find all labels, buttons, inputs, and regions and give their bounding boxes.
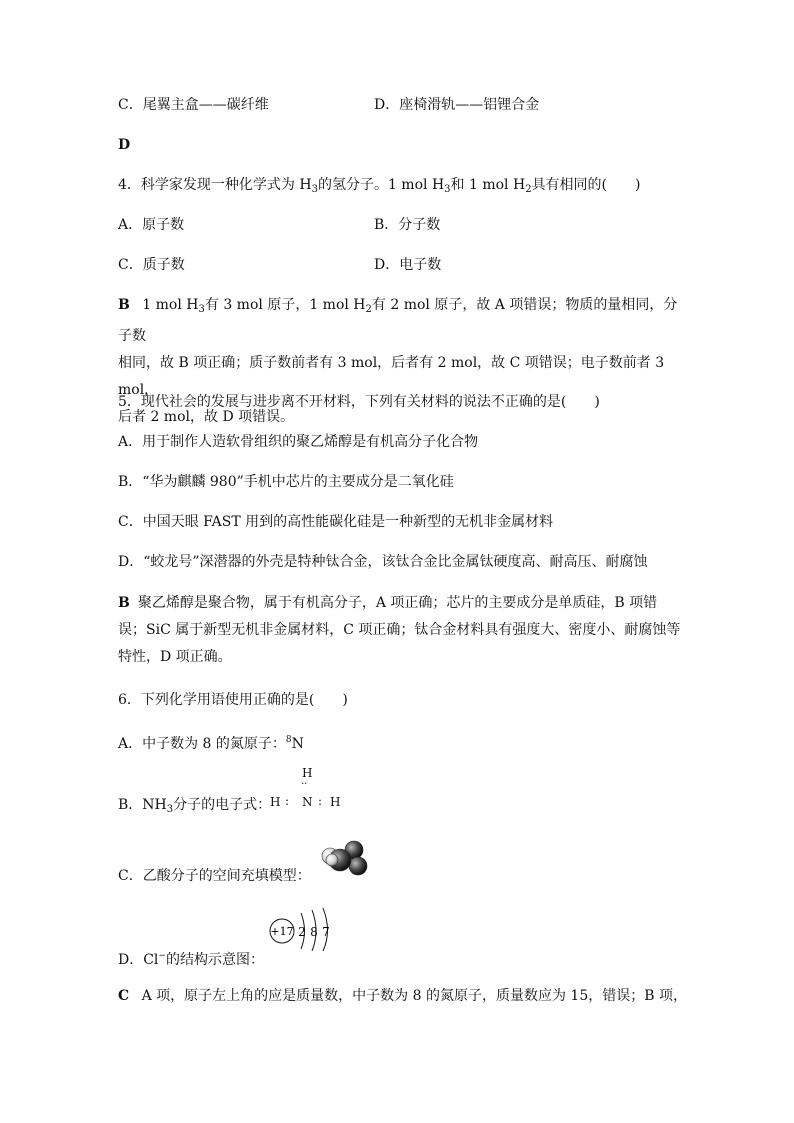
q4-option-b: B．分子数 <box>374 217 441 233</box>
q4-option-a: A．原子数 <box>118 217 185 233</box>
q6-stem: 6．下列化学用语使用正确的是( ) <box>118 692 348 708</box>
answer-letter: D <box>118 137 131 153</box>
q5-option-d: D．“蛟龙号”深潜器的外壳是特种钛合金，该钛合金比金属钛硬度高、耐高压、耐腐蚀 <box>118 554 648 570</box>
q4-explanation: B 1 mol $H_3$有 3 mol 原子，1 mol $H_2$有 2 mol 原子，故 A 项错误；物质的量相同，分子数 相同，故 B 项正确；质子数前者有 3 mol，后者有 2 mol，故 C 项错误；电子数前者 3 mol， 后者 2 mol，故 D 项错误。 <box>118 297 678 425</box>
shell-3-electrons: 7 <box>322 925 330 939</box>
answer-letter: B <box>118 297 130 313</box>
q3-answer <box>118 135 130 155</box>
nucleus-charge: +17 <box>270 925 294 938</box>
q5-explanation: B 聚乙烯醇是聚合物，属于有机高分子，A 项正确；芯片的主要成分是单质硅，B 项错误；SiC 属于新型无机非金属材料，C 项正确；钛合金材料具有强度大、密度小、耐腐蚀等特性，D 项正确。 <box>118 595 681 665</box>
q6-option-b: B．$NH_3$分子的电子式： <box>118 797 272 815</box>
nh3-electron-formula: H ·· H : N : H <box>270 766 341 809</box>
acetic-acid-space-filling-model <box>320 840 368 880</box>
q5-option-a: A．用于制作人造软骨组织的聚乙烯醇是有机高分子化合物 <box>118 434 479 450</box>
q3-option-c: C．尾翼主盒——碳纤维 <box>118 97 269 113</box>
q4-option-d: D．电子数 <box>374 257 442 273</box>
chloride-ion-structure-diagram <box>266 905 346 951</box>
answer-letter: C <box>118 988 130 1004</box>
q6-option-a: A．中子数为 8 的氮原子：$^8$N <box>118 735 304 752</box>
q4-stem: 4．科学家发现一种化学式为 $H_3$的氢分子。1 mol $H_3$和 1 mol $H_2$具有相同的( ) <box>118 177 641 195</box>
q5-stem: 5．现代社会的发展与进步离不开材料，下列有关材料的说法不正确的是( ) <box>118 394 600 410</box>
answer-letter: B <box>118 595 130 611</box>
q5-option-b: B．“华为麒麟 980”手机中芯片的主要成分是二氧化硅 <box>118 474 454 490</box>
q5-option-c: C．中国天眼 FAST 用到的高性能碳化硅是一种新型的无机非金属材料 <box>118 514 554 530</box>
q4-option-c: C．质子数 <box>118 257 185 273</box>
q6-explanation: C A 项，原子左上角的应是质量数，中子数为 8 的氮原子，质量数应为 15，错误；B 项， <box>118 988 687 1004</box>
q6-option-d: D．Cl−的结构示意图： <box>118 951 264 968</box>
shell-2-electrons: 8 <box>310 925 318 939</box>
shell-1-electrons: 2 <box>298 925 306 939</box>
q6-option-c: C．乙酸分子的空间充填模型： <box>118 868 311 884</box>
q3-option-d: D．座椅滑轨——铝锂合金 <box>374 97 540 113</box>
